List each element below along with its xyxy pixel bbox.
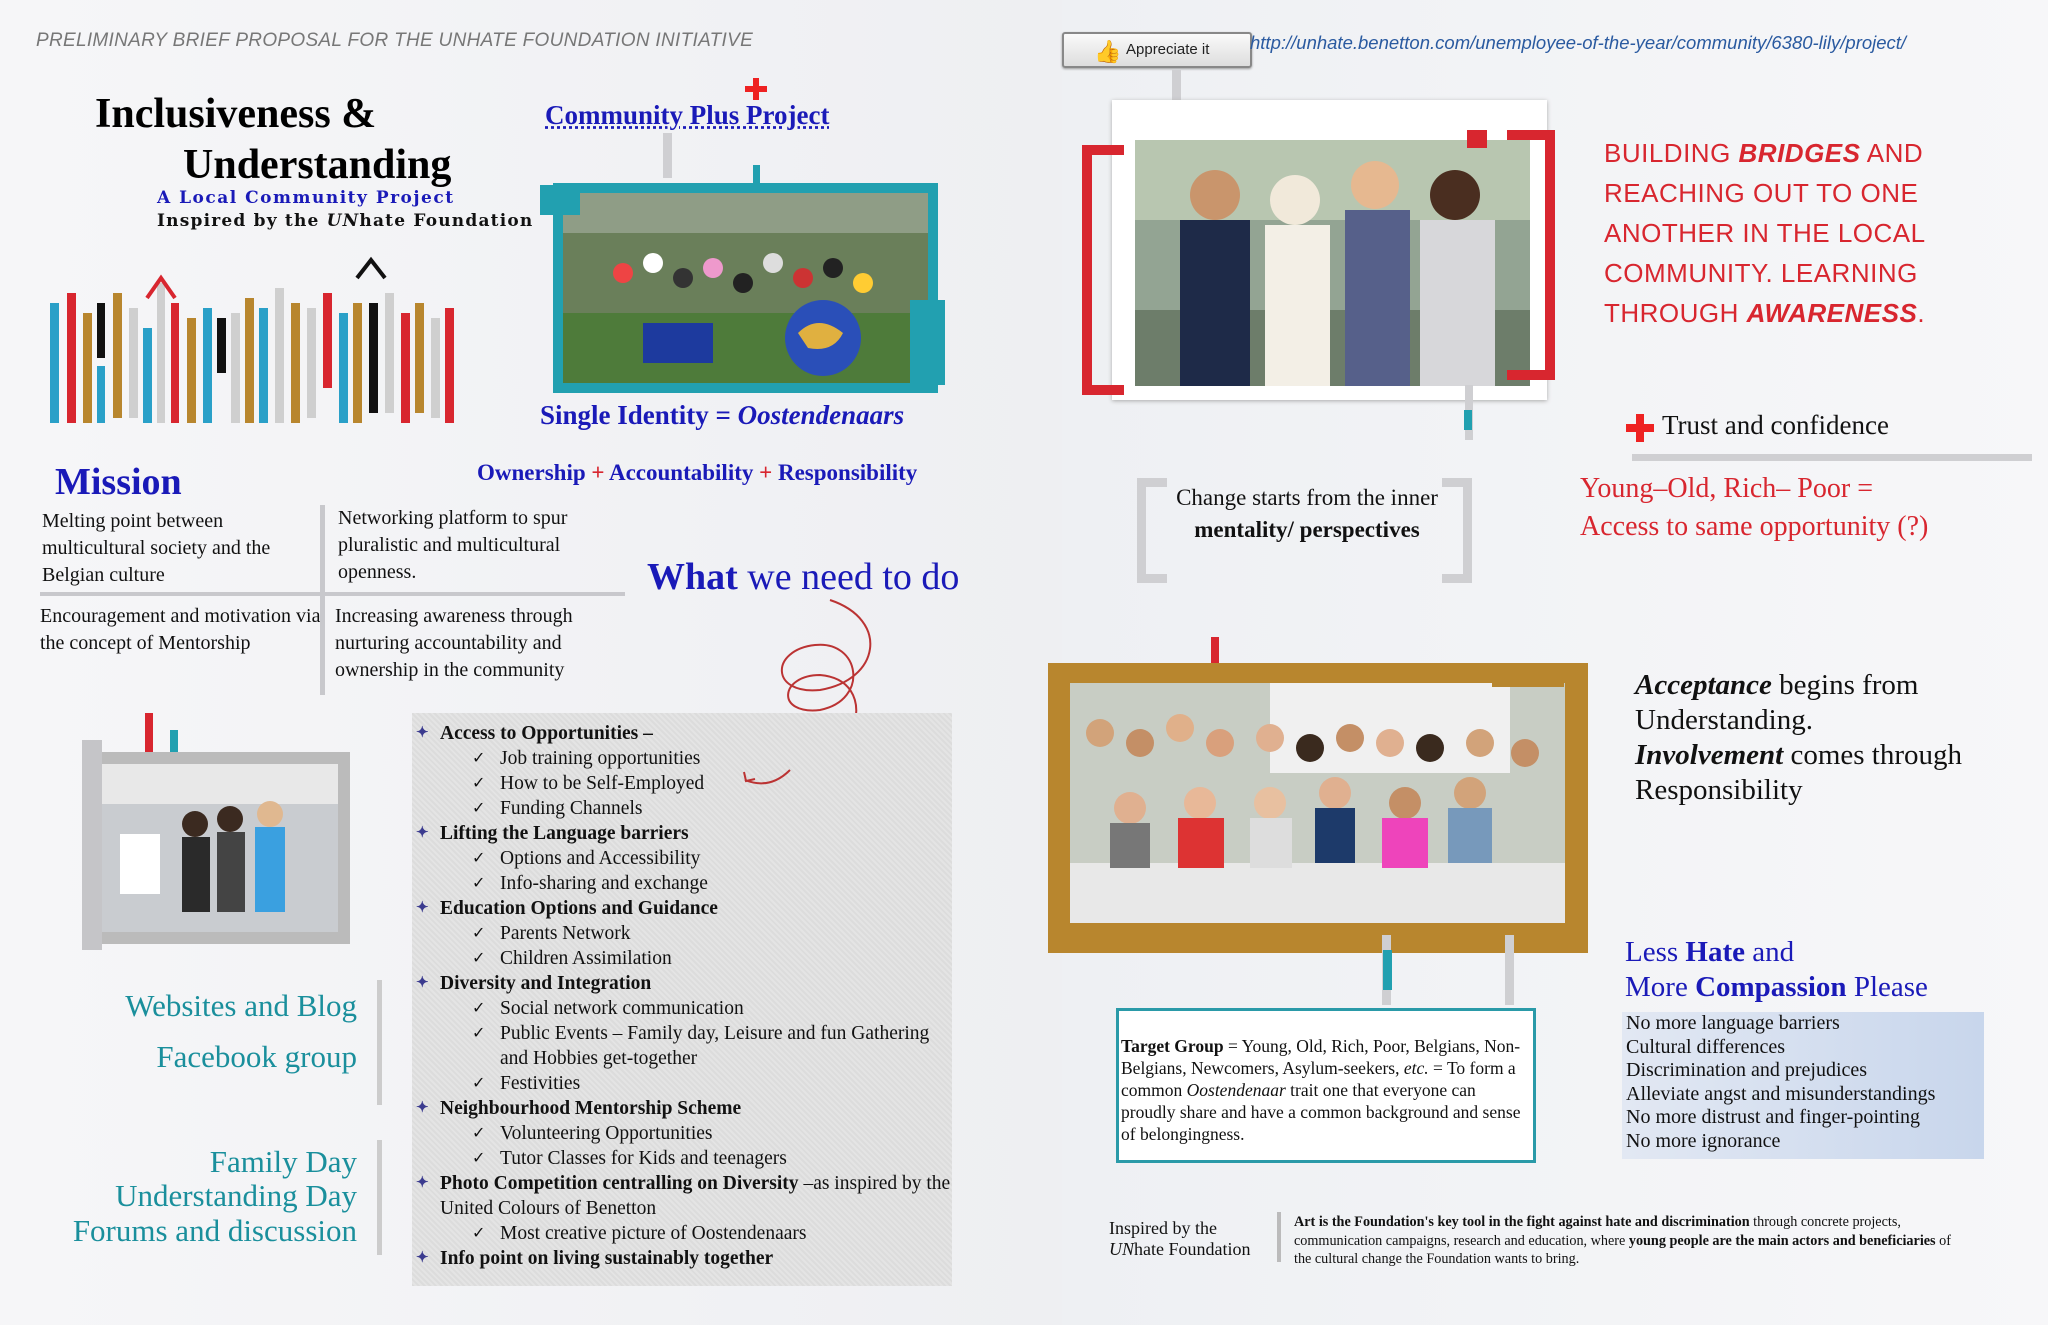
- action-heading: ✦ Education Options and Guidance: [412, 896, 952, 921]
- action-item: ✓ Children Assimilation: [412, 946, 952, 971]
- no-more-item: Discrimination and prejudices: [1626, 1059, 1868, 1081]
- title-line-2: Understanding: [183, 142, 452, 188]
- connector: [1383, 950, 1392, 990]
- decorative-stripes: [45, 248, 515, 438]
- action-item: ✓ Social network communication: [412, 996, 952, 1021]
- action-heading: ✦ Photo Competition centralling on Diversity –as inspired by the United Colours of Benetton: [412, 1171, 952, 1221]
- oar-line: Ownership + Accountability + Responsibility: [477, 460, 918, 485]
- divider: [377, 980, 382, 1105]
- connector: [663, 133, 672, 178]
- target-group-box: Target Group = Young, Old, Rich, Poor, Belgians, Non-Belgians, Newcomers, Asylum-seekers, etc. = To form a common Oostendenaar trait one that everyone can proudly share and have a common background and sense of belongingness.: [1116, 1008, 1536, 1163]
- mission-cell: Increasing awareness through nurturing accountability and ownership in the community: [335, 605, 573, 681]
- acceptance-statement: Acceptance begins from Understanding. Involvement comes through Responsibility: [1635, 669, 1963, 806]
- action-heading: ✦ Neighbourhood Mentorship Scheme: [412, 1096, 952, 1121]
- family-day: Family Day: [209, 1144, 357, 1179]
- group-photo-eu-flags: [553, 183, 938, 393]
- mission-cell: Melting point between multicultural society and the Belgian culture: [42, 510, 271, 586]
- right-page: [1062, 0, 2048, 1325]
- left-bracket: [1137, 478, 1167, 583]
- change-statement: Change starts from the inner mentality/ perspectives: [1176, 485, 1438, 542]
- single-identity: Single Identity = Oostendenaars: [540, 400, 905, 430]
- tape: [1467, 130, 1487, 148]
- forums-discussion: Forums and discussion: [72, 1213, 357, 1248]
- tape: [1492, 665, 1564, 687]
- red-plus-icon: [1626, 414, 1654, 442]
- what-we-need-heading: What we need to do: [647, 556, 960, 598]
- inspired-by: Inspired by the UNhate Foundation: [157, 211, 534, 231]
- divider: [40, 592, 625, 596]
- no-more-item: Cultural differences: [1626, 1035, 1786, 1058]
- mission-heading: Mission: [55, 461, 182, 503]
- action-item: ✓ Job training opportunities: [412, 746, 952, 771]
- divider: [1277, 1212, 1281, 1262]
- action-list: [412, 713, 952, 1271]
- right-bracket: [1442, 478, 1472, 583]
- tape: [1507, 130, 1555, 380]
- community-heading: Community Plus Project: [545, 100, 830, 130]
- mission-cell: Encouragement and motivation via the concept of Mentorship: [40, 605, 321, 654]
- action-heading: ✦ Diversity and Integration: [412, 971, 952, 996]
- project-subtitle: A Local Community Project: [157, 188, 455, 208]
- connector: [1172, 70, 1181, 100]
- action-item: ✓ Festivities: [412, 1071, 952, 1096]
- action-heading: ✦ Lifting the Language barriers: [412, 821, 952, 846]
- action-item: ✓ Volunteering Opportunities: [412, 1121, 952, 1146]
- tape: [1082, 145, 1124, 395]
- equality-statement: Young–Old, Rich– Poor = Access to same opportunity (?): [1580, 473, 1929, 542]
- tape: [540, 185, 580, 215]
- action-item: ✓ Parents Network: [412, 921, 952, 946]
- red-plus-icon: [745, 78, 767, 100]
- no-more-list: [1622, 1012, 1984, 1159]
- classroom-photo: [1048, 663, 1588, 953]
- tape: [82, 740, 102, 950]
- project-url[interactable]: http://unhate.benetton.com/unemployee-of-the-year/community/6380-lily/project/: [1250, 32, 1907, 53]
- friends-photo: [88, 752, 350, 944]
- action-item: ✓ How to be Self-Employed: [412, 771, 952, 796]
- action-item: ✓ Most creative picture of Oostendenaars: [412, 1221, 952, 1246]
- action-heading: ✦ Info point on living sustainably together: [412, 1246, 952, 1271]
- no-more-item: Alleviate angst and misunderstandings: [1626, 1082, 1936, 1105]
- action-list-box: [412, 713, 952, 1286]
- action-item: ✓ Tutor Classes for Kids and teenagers: [412, 1146, 952, 1171]
- bridges-statement: BUILDING BRIDGES AND REACHING OUT TO ONE ANOTHER IN THE LOCAL COMMUNITY. LEARNING THROUGH AWARENESS.: [1604, 138, 1926, 328]
- divider: [320, 505, 325, 695]
- appreciate-button[interactable]: 👍 Appreciate it: [1062, 32, 1252, 68]
- connector: [1464, 410, 1472, 430]
- action-item: ✓ Public Events – Family day, Leisure and fun Gathering and Hobbies get-together: [412, 1021, 952, 1071]
- footer-inspired: Inspired by the UNhate Foundation: [1109, 1218, 1251, 1259]
- trust-confidence: Trust and confidence: [1662, 410, 1889, 440]
- connector: [1505, 935, 1514, 1005]
- understanding-day: Understanding Day: [115, 1178, 357, 1213]
- tape: [910, 300, 945, 385]
- no-more-item: No more distrust and finger-pointing: [1626, 1106, 1920, 1128]
- proposal-title: PRELIMINARY BRIEF PROPOSAL FOR THE UNHATE FOUNDATION INITIATIVE: [36, 30, 754, 51]
- less-hate-heading: Less Hate and More Compassion Please: [1625, 936, 1928, 1003]
- no-more-item: No more language barriers: [1626, 1012, 1840, 1034]
- action-item: ✓ Info-sharing and exchange: [412, 871, 952, 896]
- no-more-item: No more ignorance: [1626, 1129, 1781, 1152]
- thumbs-up-icon: 👍: [1094, 39, 1122, 64]
- facebook-group: Facebook group: [156, 1039, 357, 1074]
- websites-blog: Websites and Blog: [125, 988, 357, 1023]
- divider: [1632, 454, 2032, 461]
- action-item: ✓ Options and Accessibility: [412, 846, 952, 871]
- footer-art: Art is the Foundation's key tool in the fight against hate and discrimination through concrete projects, communication campaigns, research and education, where young people are the main actors and beneficiaries of the cultural change the Foundation wants to bring.: [1294, 1214, 1951, 1267]
- mission-cell: Networking platform to spur pluralistic and multicultural openness.: [338, 507, 568, 583]
- action-item: ✓ Funding Channels: [412, 796, 952, 821]
- action-heading: ✦ Access to Opportunities –: [412, 721, 952, 746]
- title-line-1: Inclusiveness &: [95, 91, 377, 137]
- red-arrow-icon: [740, 760, 800, 800]
- divider: [377, 1140, 382, 1255]
